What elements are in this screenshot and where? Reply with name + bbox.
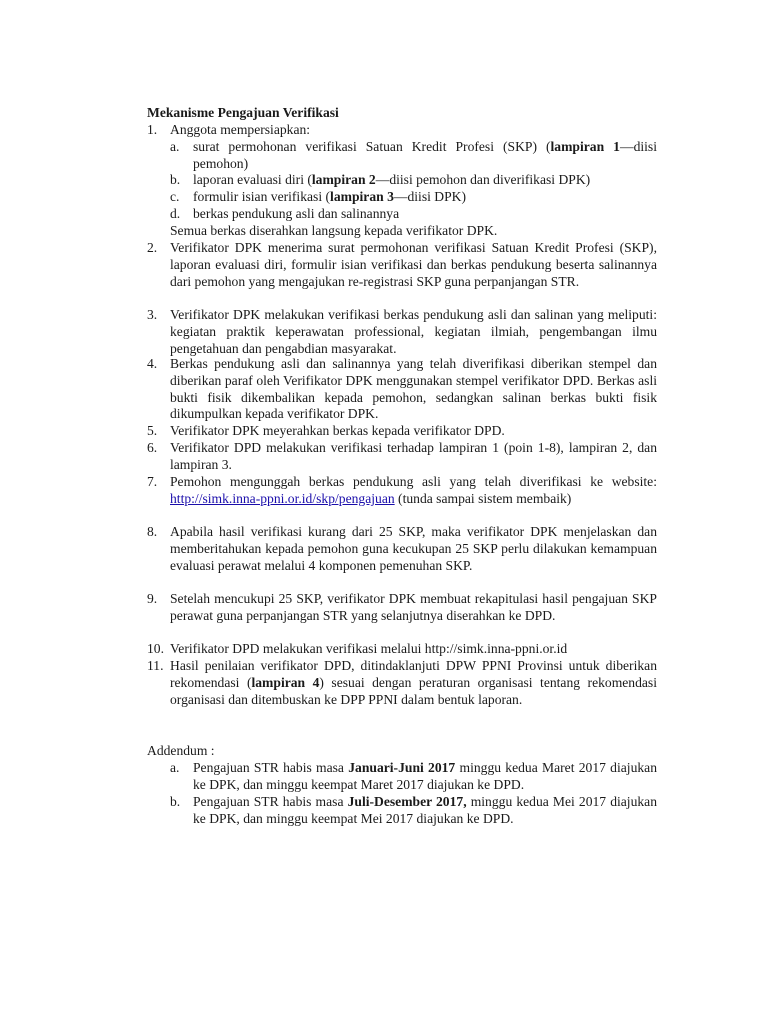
sub-label: a. (170, 138, 180, 154)
sub-text: surat permohonan verifikasi Satuan Kredit Profesi (SKP) ( (193, 138, 551, 154)
document-title: Mekanisme Pengajuan Verifikasi (147, 105, 339, 120)
list-item-5 (147, 423, 657, 440)
item-number: 3. (147, 307, 158, 322)
sub-label: b. (170, 172, 181, 188)
addendum-text: Pengajuan STR habis masa (193, 794, 348, 809)
list-item-2 (147, 240, 657, 290)
list-item-1 (147, 122, 657, 240)
sub-text: —diisi pemohon) (193, 138, 657, 171)
addendum-label: b. (170, 794, 181, 809)
sub-label: c. (170, 189, 180, 205)
item-text: Setelah mencukupi 25 SKP, verifikator DPK membuat rekapitulasi hasil pengajuan SKP perawat guna perpanjangan STR yang selanjutnya diserahkan ke DPD. (170, 591, 657, 623)
addendum-bold: Juli-Desember 2017, (347, 794, 467, 809)
item-number: 1. (147, 122, 158, 137)
addendum-bold: Januari-Juni 2017 (348, 760, 456, 775)
item-text: Verifikator DPD melakukan verifikasi terhadap lampiran 1 (poin 1-8), lampiran 2, dan lampiran 3. (170, 440, 657, 472)
sub-bold: lampiran 3 (330, 189, 394, 205)
item-number: 2. (147, 240, 158, 255)
list-item-10 (147, 641, 657, 658)
sub-item-b (170, 172, 657, 189)
sub-text: —diisi DPK) (393, 189, 467, 205)
item-text: ) sesuai dengan peraturan organisasi tentang rekomendasi organisasi dan ditembuskan ke DPP PPNI dalam bentuk laporan. (170, 674, 657, 707)
sub-item-c (170, 189, 657, 206)
sub-text: formulir isian verifikasi ( (193, 189, 331, 205)
addendum-text: Pengajuan STR habis masa (193, 760, 349, 775)
sub-text: —diisi pemohon dan diverifikasi DPK) (375, 172, 591, 188)
sub-text: berkas pendukung asli dan salinannya (193, 205, 400, 221)
sub-text: laporan evaluasi diri ( (193, 172, 312, 188)
sub-bold: lampiran 1 (550, 138, 620, 154)
item-text: Verifikator DPK meyerahkan berkas kepada verifikator DPD. (170, 423, 505, 438)
sub-label: d. (170, 205, 181, 221)
item-number: 7. (147, 474, 158, 489)
item-note: Semua berkas diserahkan langsung kepada verifikator DPK. (170, 222, 498, 238)
addendum-item-b (170, 794, 657, 828)
list-item-4 (147, 356, 657, 423)
list-item-7 (147, 474, 657, 508)
item-text: Verifikator DPD melakukan verifikasi melalui http://simk.inna-ppni.or.id (170, 641, 568, 656)
item-text: Berkas pendukung asli dan salinannya yang telah diverifikasi diberikan stempel dan diberikan paraf oleh Verifikator DPK menggunakan stempel verifikator DPD. Berkas asli bukti fisik dikembalikan kepada pemohon, sedangkan salinan berkas bukti fisik dikumpulkan kepada verifikator DPK. (170, 356, 657, 422)
item-number: 6. (147, 440, 158, 455)
addendum-text: minggu kedua Mei 2017 diajukan ke DPK, dan minggu keempat Mei 2017 diajukan ke DPD. (193, 794, 657, 826)
list-item-11 (147, 658, 657, 708)
item-text: Verifikator DPK menerima surat permohonan verifikasi Satuan Kredit Profesi (SKP), laporan evaluasi diri, formulir isian verifikasi dan berkas pendukung beserta salinannya dari pemohon yang mengajukan re-registrasi SKP guna perpanjangan STR. (170, 240, 657, 289)
list-item-8 (147, 524, 657, 574)
item-bold: lampiran 4 (251, 674, 320, 690)
addendum-item-a (170, 760, 657, 794)
item-number: 9. (147, 591, 158, 606)
sub-item-a (170, 139, 657, 173)
list-item-9 (147, 591, 657, 625)
item-text: Hasil penilaian verifikator DPD, ditindaklanjuti DPW PPNI Provinsi untuk diberikan rekomendasi ( (170, 658, 657, 690)
sub-bold: lampiran 2 (311, 172, 376, 188)
list-item-6 (147, 440, 657, 474)
sub-item-d (170, 206, 657, 223)
item-number: 4. (147, 356, 158, 371)
item-number: 8. (147, 524, 158, 539)
item-text: Pemohon mengunggah berkas pendukung asli yang telah diverifikasi ke website: (170, 474, 657, 489)
addendum-text: minggu kedua Maret 2017 diajukan ke DPK, dan minggu keempat Maret 2017 diajukan ke DPD. (193, 760, 657, 792)
item-text: (tunda sampai sistem membaik) (394, 490, 572, 506)
addendum-heading: Addendum : (147, 743, 215, 758)
item-number: 5. (147, 423, 158, 438)
item-number: 10. (147, 641, 164, 656)
list-item-3 (147, 307, 657, 357)
item-intro: Anggota mempersiapkan: (170, 122, 311, 137)
addendum-label: a. (170, 760, 180, 775)
item-number: 11. (147, 658, 164, 673)
website-link[interactable]: http://simk.inna-ppni.or.id/skp/pengajuan (170, 490, 395, 506)
item-text: Verifikator DPK melakukan verifikasi berkas pendukung asli dan salinan yang meliputi: kegiatan praktik keperawatan professional, kegiatan ilmiah, pengembangan ilmu pengetahuan dan pengabdian masyarakat. (170, 307, 657, 356)
item-text: Apabila hasil verifikasi kurang dari 25 SKP, maka verifikator DPK menjelaskan dan memberitahukan kepada pemohon guna kecukupan 25 SKP perlu dilakukan kemampuan evaluasi perawat melalui 4 komponen pemenuhan SKP. (170, 524, 657, 573)
